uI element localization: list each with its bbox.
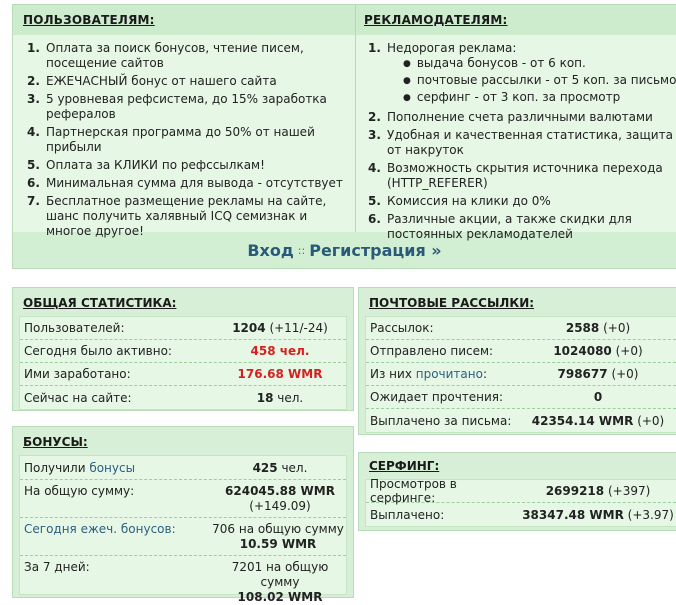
row-value: 458 чел. xyxy=(250,344,310,358)
login-link[interactable]: Вход xyxy=(247,241,294,260)
surfing-table xyxy=(365,479,676,527)
list-item: 2. Пополнение счета различными валютами xyxy=(368,110,653,124)
list-item: 4. Возможность скрытия источника перехода (HTTP_REFERER) xyxy=(368,161,663,190)
row-label: Отправлено писем: xyxy=(370,344,494,358)
advertisers-title: РЕКЛАМОДАТЕЛЯМ: xyxy=(364,13,508,27)
row-value: 624045.88 WMR (+149.09) xyxy=(225,484,335,513)
list-item: 5. Комиссия на клики до 0% xyxy=(368,194,551,208)
row-label: На общую сумму: xyxy=(24,484,135,498)
table-row xyxy=(366,363,676,386)
register-link[interactable]: Регистрация » xyxy=(309,241,442,260)
users-title: ПОЛЬЗОВАТЕЛЯМ: xyxy=(23,13,155,27)
row-value: 38347.48 WMR (+3.97) xyxy=(522,507,674,522)
general-stats-table xyxy=(19,316,347,410)
mail-title: ПОЧТОВЫЕ РАССЫЛКИ: xyxy=(369,296,535,310)
list-item: 5. Оплата за КЛИКИ по рефссылкам! xyxy=(27,158,265,172)
surfing-panel xyxy=(358,452,676,531)
table-row xyxy=(366,503,676,526)
table-row xyxy=(366,340,676,363)
auth-links xyxy=(13,241,676,260)
row-label: Выплачено: xyxy=(370,507,445,522)
list-item: 6. Различные акции, а также скидки для постоянных рекламодателей xyxy=(368,212,632,241)
row-value: 2699218 (+397) xyxy=(545,484,651,498)
bonuses-title: БОНУСЫ: xyxy=(23,435,88,449)
table-row xyxy=(20,363,346,386)
row-label: Пользователей: xyxy=(24,321,125,335)
sub-list-item: ● выдача бонусов - от 6 коп. xyxy=(403,56,676,73)
bonuses-panel xyxy=(12,426,354,604)
list-item: 3. Удобная и качественная статистика, защита от накруток xyxy=(368,128,673,157)
table-row xyxy=(20,317,346,340)
row-value: 425 чел. xyxy=(252,460,308,475)
table-row xyxy=(366,409,676,432)
row-label: Ими заработано: xyxy=(24,367,131,381)
list-item: 6. Минимальная сумма для вывода - отсутствует xyxy=(27,176,343,190)
mail-panel xyxy=(358,287,676,435)
read-link[interactable]: прочитано xyxy=(415,367,483,381)
general-stats-panel xyxy=(12,287,354,411)
row-label: Ожидает прочтения: xyxy=(370,390,504,404)
info-box xyxy=(12,4,676,269)
sub-list-item: ● серфинг - от 3 коп. за просмотр xyxy=(403,90,676,107)
list-item: 4. Партнерская программа до 50% от нашей прибыли xyxy=(27,125,315,154)
today-bonuses-link[interactable]: Сегодня ежеч. бонусов: xyxy=(24,522,176,536)
bonuses-link[interactable]: бонусы xyxy=(89,460,136,475)
surfing-title: СЕРФИНГ: xyxy=(369,459,440,473)
row-label: Получили бонусы xyxy=(24,460,136,475)
table-row xyxy=(20,518,346,556)
row-value: 176.68 WMR xyxy=(237,367,323,381)
list-item: 7. Бесплатное размещение рекламы на сайте, шанс получить халявный ICQ семизнак и многое другое! xyxy=(27,194,327,238)
row-value: 42354.14 WMR (+0) xyxy=(531,413,665,428)
row-value: 0 xyxy=(593,390,603,404)
list-item: 3. 5 уровневая рефсистема, до 15% заработка рефералов xyxy=(27,92,327,121)
table-row xyxy=(20,386,346,409)
row-label: Из них прочитано: xyxy=(370,367,488,381)
row-value: 1204 (+11/-24) xyxy=(232,321,328,335)
table-row xyxy=(20,340,346,363)
row-label: Выплачено за письма: xyxy=(370,413,512,428)
row-label: Просмотров в серфинге: xyxy=(370,477,457,505)
table-row xyxy=(20,456,346,480)
general-stats-title: ОБЩАЯ СТАТИСТИКА: xyxy=(23,296,177,310)
list-item: 1. Оплата за поиск бонусов, чтение писем, посещение сайтов xyxy=(27,41,304,70)
sub-list-item: ● почтовые рассылки - от 5 коп. за письмо xyxy=(403,73,676,90)
row-value: 706 на общую сумму 10.59 WMR xyxy=(212,522,344,551)
advertisers-feature-list xyxy=(368,41,676,245)
row-value: 18 чел. xyxy=(256,390,304,405)
auth-separator: :: xyxy=(297,244,306,257)
row-value: 798677 (+0) xyxy=(557,367,639,381)
table-row xyxy=(20,480,346,518)
users-feature-list xyxy=(27,41,345,242)
row-value: 2588 (+0) xyxy=(565,321,631,335)
column-divider xyxy=(355,5,356,232)
row-value: 7201 на общую сумму 108.02 WMR xyxy=(231,560,329,604)
table-row xyxy=(366,477,676,505)
table-row xyxy=(366,386,676,409)
row-label: Сегодня было активно: xyxy=(24,344,172,358)
sub-list xyxy=(387,56,676,107)
list-item: 2. ЕЖЕЧАСНЫЙ бонус от нашего сайта xyxy=(27,74,277,88)
row-label: Сейчас на сайте: xyxy=(24,390,132,405)
table-row xyxy=(20,556,346,604)
row-value: 1024080 (+0) xyxy=(553,344,643,358)
row-label: Рассылок: xyxy=(370,321,434,335)
list-item: 1. Недорогая реклама: ● выдача бонусов - от 6 коп. ● почтовые рассылки - от 5 коп. за письмо ● серфинг - от 3 коп. за просмотр xyxy=(368,41,676,107)
table-row xyxy=(366,317,676,340)
bonuses-table xyxy=(19,455,347,604)
mail-table xyxy=(365,316,676,433)
row-label: За 7 дней: xyxy=(24,560,90,574)
